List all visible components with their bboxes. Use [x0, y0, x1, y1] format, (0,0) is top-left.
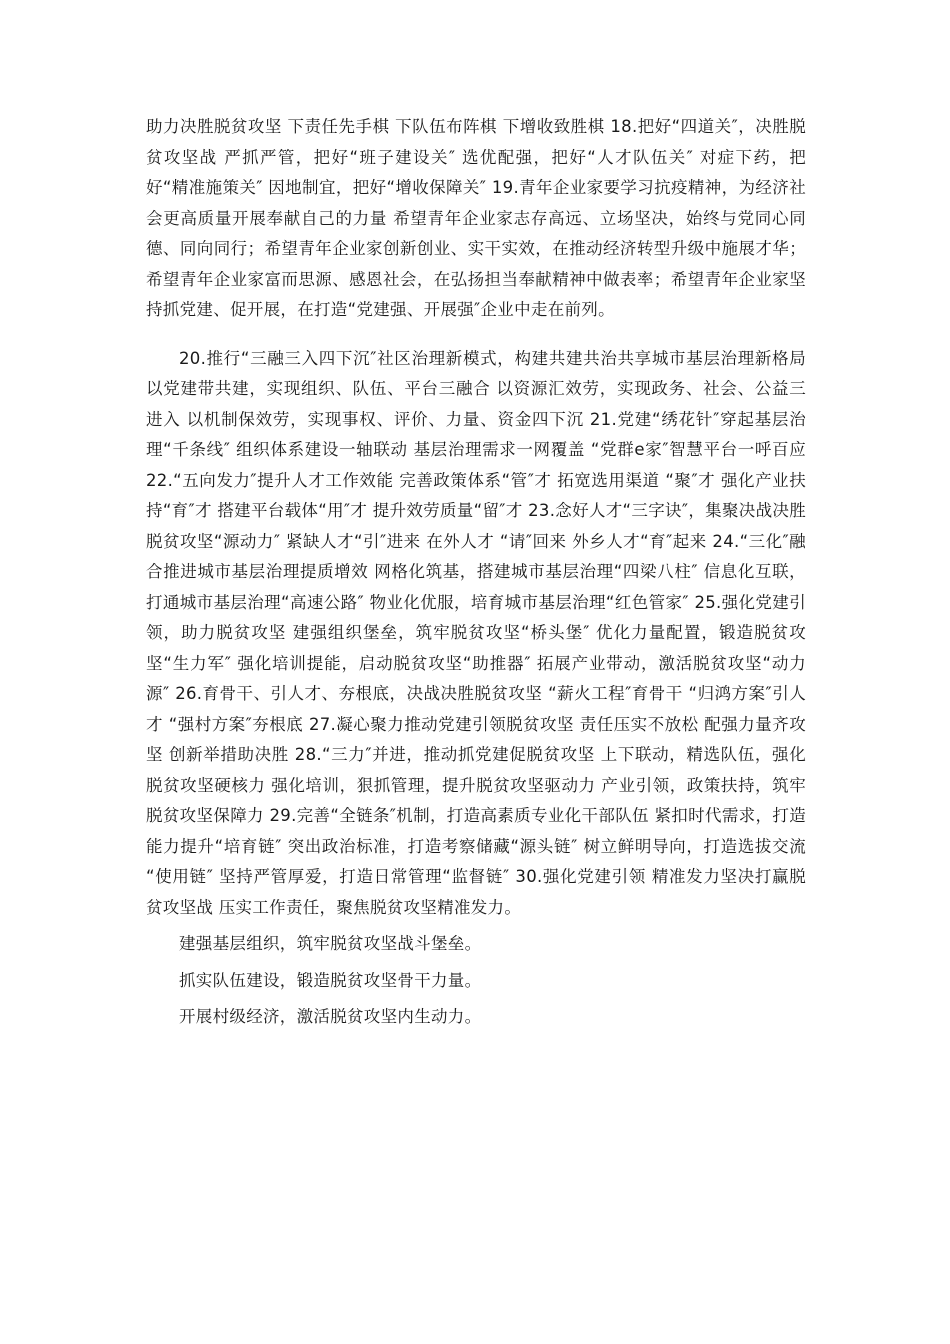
paragraph-4: 抓实队伍建设，锻造脱贫攻坚骨干力量。	[179, 970, 482, 990]
paragraph-1: 助力决胜脱贫攻坚 下责任先手棋 下队伍布阵棋 下增收致胜棋 18.把好“四道关″，决胜脱贫攻坚战 严抓严管，把好“班子建设关″ 选优配强，把好“人才队伍关″ 对症下药，把好“精准施策关″ 因地制宜，把好“增收保障关″ 19.青年企业家要学习抗疫精神，为经济社会更高质量开展奉献自己的力量 希望青年企业家志存高远、立场坚决，始终与党同心同德、同向同行；希望青年企业家创新创业、实干实效，在推动经济转型升级中施展才华；希望青年企业家富而思源、感恩社会，在弘扬担当奉献精神中做表率；希望青年企业家坚持抓党建、促开展，在打造“党建强、开展强″企业中走在前列。	[146, 117, 806, 319]
document-page	[146, 112, 806, 1033]
paragraph-5: 开展村级经济，激活脱贫攻坚内生动力。	[179, 1007, 482, 1026]
paragraph-2: 20.推行“三融三入四下沉″社区治理新模式，构建共建共治共享城市基层治理新格局 以党建带共建，实现组织、队伍、平台三融合 以资源汇效劳，实现政务、社会、公益三进入 以机制保效劳，实现事权、评价、力量、资金四下沉 21.党建“绣花针″穿起基层治理“千条线″ 组织体系建设一轴联动 基层治理需求一网覆盖 “党群e家″智慧平台一呼百应 22.“五向发力″提升人才工作效能 完善政策体系“管″才 拓宽选用渠道 “聚″才 强化产业扶持“育″才 搭建平台载体“用″才 提升效劳质量“留″才 23.念好人才“三字诀″，集聚决战决胜脱贫攻坚“源动力″ 紧缺人才“引″进来 在外人才 “请″回来 外乡人才“育″起来 24.“三化″融合推进城市基层治理提质增效 网格化筑基，搭建城市基层治理“四梁八柱″ 信息化互联，打通城市基层治理“高速公路″ 物业化优服，培育城市基层治理“红色管家″ 25.强化党建引领，助力脱贫攻坚 建强组织堡垒，筑牢脱贫攻坚“桥头堡″ 优化力量配置，锻造脱贫攻坚“生力军″ 强化培训提能，启动脱贫攻坚“助推器″ 拓展产业带动，激活脱贫攻坚“动力源″ 26.育骨干、引人才、夯根底，决战决胜脱贫攻坚 “薪火工程″育骨干 “归鸿方案″引人才 “强村方案″夯根底 27.凝心聚力推动党建引领脱贫攻坚 责任压实不放松 配强力量齐攻坚 创新举措助决胜 28.“三力″并进，推动抓党建促脱贫攻坚 上下联动，精选队伍，强化脱贫攻坚硬核力 强化培训，狠抓管理，提升脱贫攻坚驱动力 产业引领，政策扶持，筑牢脱贫攻坚保障力 29.完善“全链条″机制，打造高素质专业化干部队伍 紧扣时代需求，打造能力提升“培育链″ 突出政治标准，打造考察储藏“源头链″ 树立鲜明导向，打造选拔交流 “使用链″ 坚持严管厚爱，打造日常管理“监督链″ 30.强化党建引领 精准发力坚决打赢脱贫攻坚战 压实工作责任，聚焦脱贫攻坚精准发力。	[146, 348, 806, 917]
paragraph-3: 建强基层组织，筑牢脱贫攻坚战斗堡垒。	[179, 934, 482, 953]
